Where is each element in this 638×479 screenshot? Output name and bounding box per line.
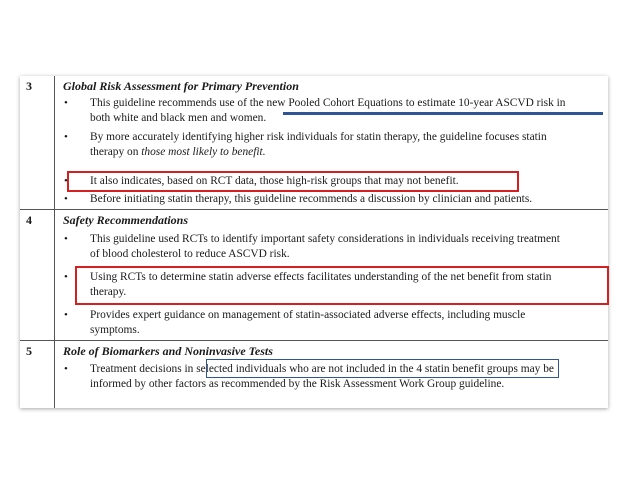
bullet-text: It also indicates, based on RCT data, those high-risk groups that may not benefit.: [90, 175, 459, 187]
red-highlight-box: [75, 266, 609, 305]
blue-underline-highlight: [283, 112, 603, 115]
bullet-text: Treatment decisions in selected individuals who are not included in the 4 statin benefit groups may be informed by other factors as recommended by the Risk Assessment Work Group guideline.: [90, 363, 554, 390]
column-divider: [54, 76, 55, 408]
bullet-marker: •: [64, 131, 68, 143]
bullet-marker: •: [64, 97, 68, 109]
bullet-text: By more accurately identifying higher risk individuals for statin therapy, the guideline focuses statin therapy on those most likely to benefit.: [90, 131, 547, 158]
section-title: Safety Recommendations: [63, 213, 188, 227]
bullet-text: This guideline recommends use of the new Pooled Cohort Equations to estimate 10-year ASCVD risk in both white and black men and women.: [90, 97, 566, 124]
section-number: 3: [26, 79, 32, 93]
bullet-marker: •: [64, 193, 68, 205]
row-divider: [20, 340, 608, 341]
bullet-marker: •: [64, 233, 68, 245]
red-highlight-box: [67, 171, 519, 192]
bullet-text: Using RCTs to determine statin adverse effects facilitates understanding of the net benefit from statin therapy.: [90, 271, 552, 298]
row-divider: [20, 209, 608, 210]
section-title: Role of Biomarkers and Noninvasive Tests: [63, 344, 273, 358]
bullet-marker: •: [64, 271, 68, 283]
section-number: 4: [26, 213, 32, 227]
bullet-text: Before initiating statin therapy, this guideline recommends a discussion by clinician and patients.: [90, 193, 533, 205]
bullet-marker: •: [64, 363, 68, 375]
bullet-marker: •: [64, 309, 68, 321]
bullet-marker: •: [64, 175, 68, 187]
blue-highlight-box: [206, 359, 559, 378]
bullet-text: This guideline used RCTs to identify important safety considerations in individuals receiving treatment of blood cholesterol to reduce ASCVD risk.: [90, 233, 560, 260]
section-title: Global Risk Assessment for Primary Prevention: [63, 79, 299, 93]
section-number: 5: [26, 344, 32, 358]
guideline-table: [20, 76, 608, 408]
bullet-text: Provides expert guidance on management of statin-associated adverse effects, including muscle symptoms.: [90, 309, 526, 336]
